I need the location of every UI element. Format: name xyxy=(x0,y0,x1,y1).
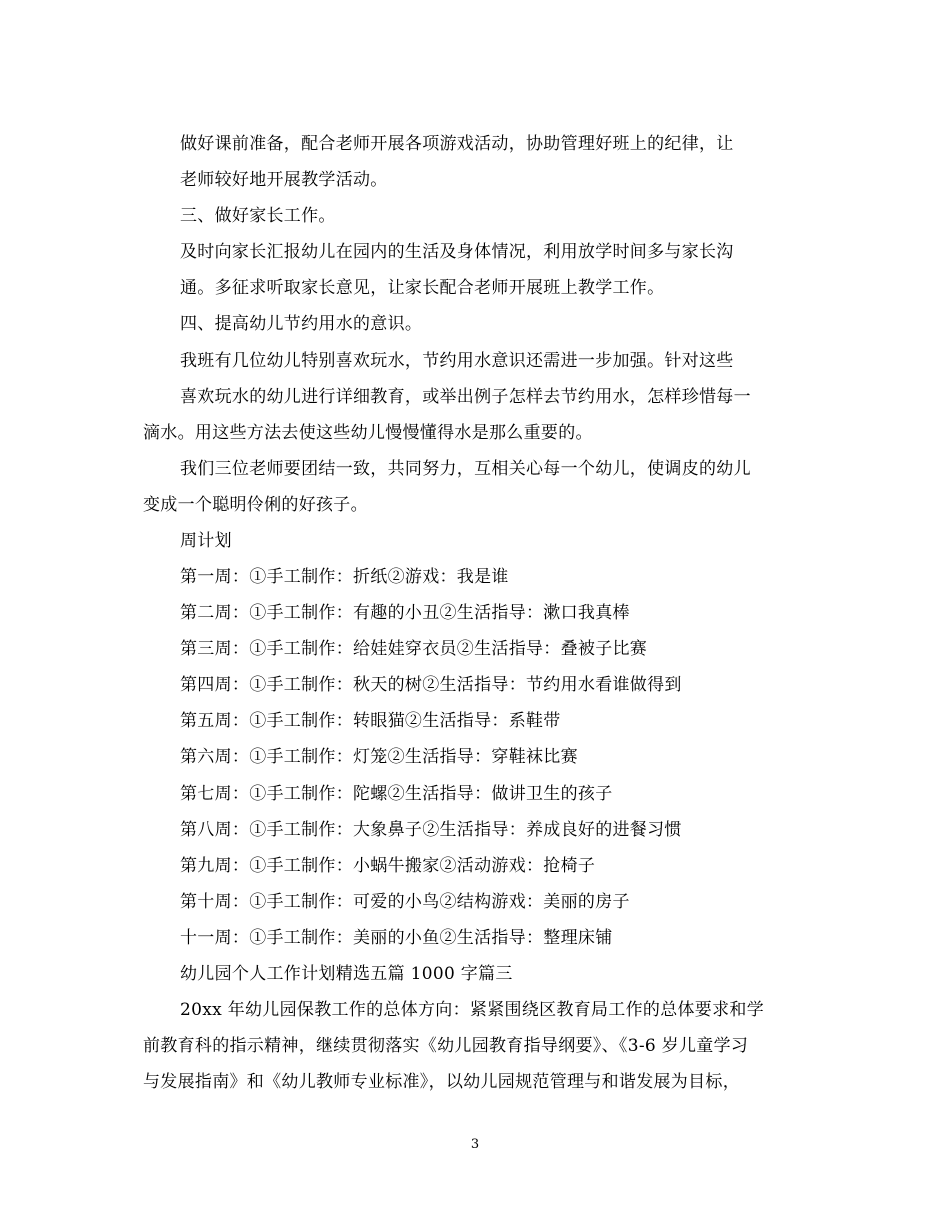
paragraph-line: 变成一个聪明伶俐的好孩子。 xyxy=(143,495,368,515)
paragraph-line: 20xx 年幼儿园保教工作的总体方向：紧紧围绕区教育局工作的总体要求和学 xyxy=(180,1000,765,1020)
week-plan-item: 第九周：①手工制作：小蜗牛搬家②活动游戏：抢椅子 xyxy=(180,856,596,876)
paragraph-line: 及时向家长汇报幼儿在园内的生活及身体情况，利用放学时间多与家长沟 xyxy=(180,242,734,262)
paragraph-line: 与发展指南》和《幼儿教师专业标准》，以幼儿园规范管理与和谐发展为目标， xyxy=(143,1072,740,1092)
week-plan-item: 第二周：①手工制作：有趣的小丑②生活指导：漱口我真棒 xyxy=(180,603,630,623)
week-plan-item: 第三周：①手工制作：给娃娃穿衣员②生活指导：叠被子比赛 xyxy=(180,639,648,659)
paragraph-line: 喜欢玩水的幼儿进行详细教育，或举出例子怎样去节约用水，怎样珍惜每一 xyxy=(180,387,751,407)
week-plan-item: 第四周：①手工制作：秋天的树②生活指导：节约用水看谁做得到 xyxy=(180,675,682,695)
week-plan-item: 第五周：①手工制作：转眼猫②生活指导：系鞋带 xyxy=(180,711,561,731)
week-plan-item: 第一周：①手工制作：折纸②游戏：我是谁 xyxy=(180,567,509,587)
week-plan-item: 第六周：①手工制作：灯笼②生活指导：穿鞋袜比赛 xyxy=(180,747,578,767)
section-heading: 周计划 xyxy=(180,531,232,551)
section-heading: 四、提高幼儿节约用水的意识。 xyxy=(180,314,423,334)
section-heading: 幼儿园个人工作计划精选五篇 1000 字篇三 xyxy=(180,964,513,984)
week-plan-item: 十一周：①手工制作：美丽的小鱼②生活指导：整理床铺 xyxy=(180,928,613,948)
section-heading: 三、做好家长工作。 xyxy=(180,206,336,226)
paragraph-line: 前教育科的指示精神，继续贯彻落实《幼儿园教育指导纲要》、《3-6 岁儿童学习 xyxy=(143,1036,749,1056)
paragraph-line: 我班有几位幼儿特别喜欢玩水，节约用水意识还需进一步加强。针对这些 xyxy=(180,351,734,371)
paragraph-line: 做好课前准备，配合老师开展各项游戏活动，协助管理好班上的纪律，让 xyxy=(180,134,734,154)
paragraph-line: 通。多征求听取家长意见，让家长配合老师开展班上教学工作。 xyxy=(180,278,665,298)
week-plan-item: 第七周：①手工制作：陀螺②生活指导：做讲卫生的孩子 xyxy=(180,784,613,804)
week-plan-item: 第十周：①手工制作：可爱的小鸟②结构游戏：美丽的房子 xyxy=(180,892,630,912)
paragraph-line: 老师较好地开展教学活动。 xyxy=(180,170,388,190)
paragraph-line: 我们三位老师要团结一致，共同努力，互相关心每一个幼儿，使调皮的幼儿 xyxy=(180,459,751,479)
week-plan-item: 第八周：①手工制作：大象鼻子②生活指导：养成良好的进餐习惯 xyxy=(180,820,682,840)
paragraph-line: 滴水。用这些方法去使这些幼儿慢慢懂得水是那么重要的。 xyxy=(143,423,593,443)
page-number: 3 xyxy=(470,1137,480,1152)
